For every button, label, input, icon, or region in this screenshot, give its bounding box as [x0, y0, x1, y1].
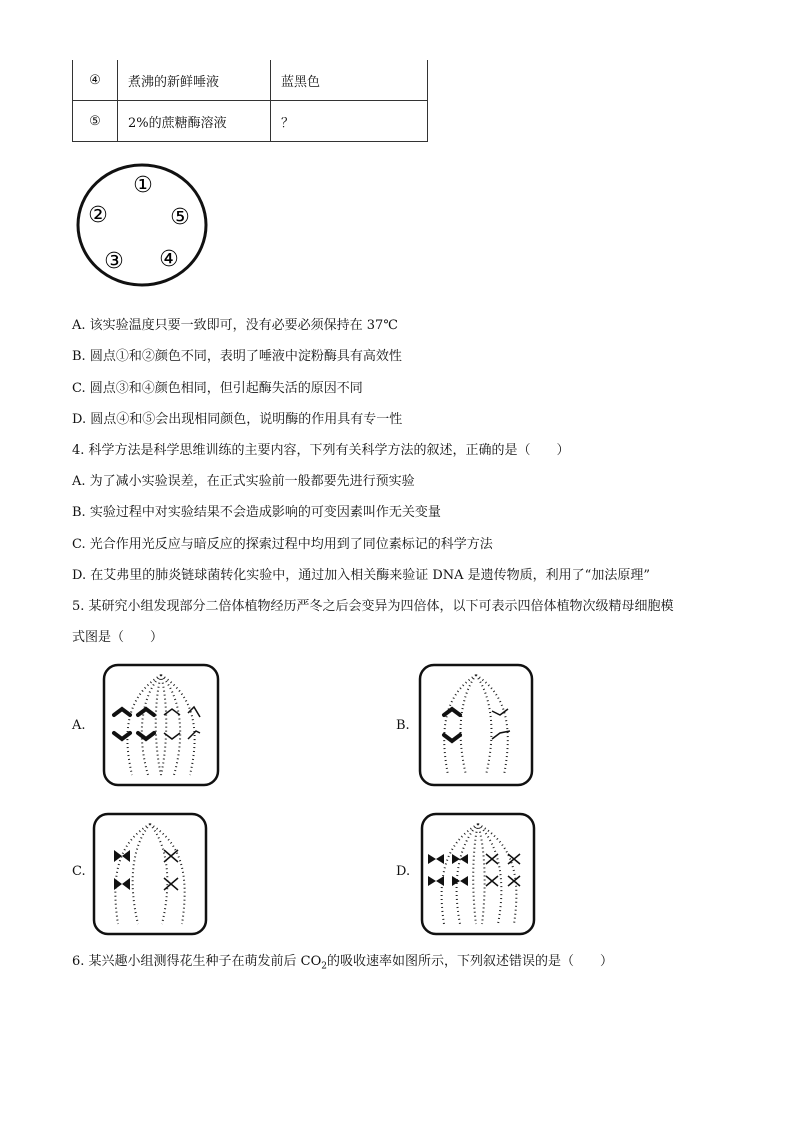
cell-diagram-d [420, 812, 536, 936]
q5-option-c-label: C. [72, 864, 86, 879]
q5-option-b-label: B. [396, 718, 410, 733]
row-number: ⑤ [73, 101, 118, 142]
q3-option-a: A. 该实验温度只要一致即可，没有必要必须保持在 37℃ [72, 318, 398, 333]
dish-label-3: ③ [104, 249, 124, 274]
dish-label-4: ④ [159, 247, 179, 272]
dish-label-1: ① [133, 173, 153, 198]
q6-stem [72, 953, 613, 976]
q3-option-d: D. 圆点④和⑤会出现相同颜色，说明酶的作用具有专一性 [72, 412, 403, 427]
q4-stem: 4. 科学方法是科学思维训练的主要内容，下列有关科学方法的叙述，正确的是（ ） [72, 443, 570, 458]
petri-dish-figure [72, 160, 212, 290]
dish-label-2: ② [88, 203, 108, 228]
q4-option-b: B. 实验过程中对实验结果不会造成影响的可变因素叫作无关变量 [72, 505, 441, 520]
q5-option-d-label: D. [396, 864, 411, 879]
q4-option-a: A. 为了减小实验误差，在正式实验前一般都要先进行预实验 [72, 474, 415, 489]
q5-option-a-label: A. [72, 718, 86, 733]
experiment-table [72, 60, 428, 142]
q5-stem-line2: 式图是（ ） [72, 630, 164, 645]
q6-stem-suffix: 的吸收速率如图所示，下列叙述错误的是（ ） [327, 954, 614, 969]
table-row [73, 101, 428, 142]
row-color: 蓝黑色 [271, 60, 428, 101]
q5-stem-line1: 5. 某研究小组发现部分二倍体植物经历严冬之后会变异为四倍体，以下可表示四倍体植物次级精母细胞模 [72, 599, 674, 614]
row-solution: 2%的蔗糖酶溶液 [118, 101, 271, 142]
q6-stem-subscript: 2 [321, 961, 328, 972]
dish-label-5: ⑤ [170, 205, 190, 230]
row-number: ④ [73, 60, 118, 101]
q6-stem-prefix: 6. 某兴趣小组测得花生种子在萌发前后 CO [72, 954, 322, 969]
row-color: ？ [271, 101, 428, 142]
q4-option-d: D. 在艾弗里的肺炎链球菌转化实验中，通过加入相关酶来验证 DNA 是遗传物质，利用了“加法原理” [72, 568, 650, 583]
cell-diagram-a [102, 663, 220, 787]
q4-option-c: C. 光合作用光反应与暗反应的探索过程中均用到了同位素标记的科学方法 [72, 537, 493, 552]
cell-diagram-b [418, 663, 534, 787]
q3-option-b: B. 圆点①和②颜色不同，表明了唾液中淀粉酶具有高效性 [72, 349, 402, 364]
table-row [73, 60, 428, 101]
row-solution: 煮沸的新鲜唾液 [118, 60, 271, 101]
cell-diagram-c [92, 812, 208, 936]
q3-option-c: C. 圆点③和④颜色相同，但引起酶失活的原因不同 [72, 381, 363, 396]
